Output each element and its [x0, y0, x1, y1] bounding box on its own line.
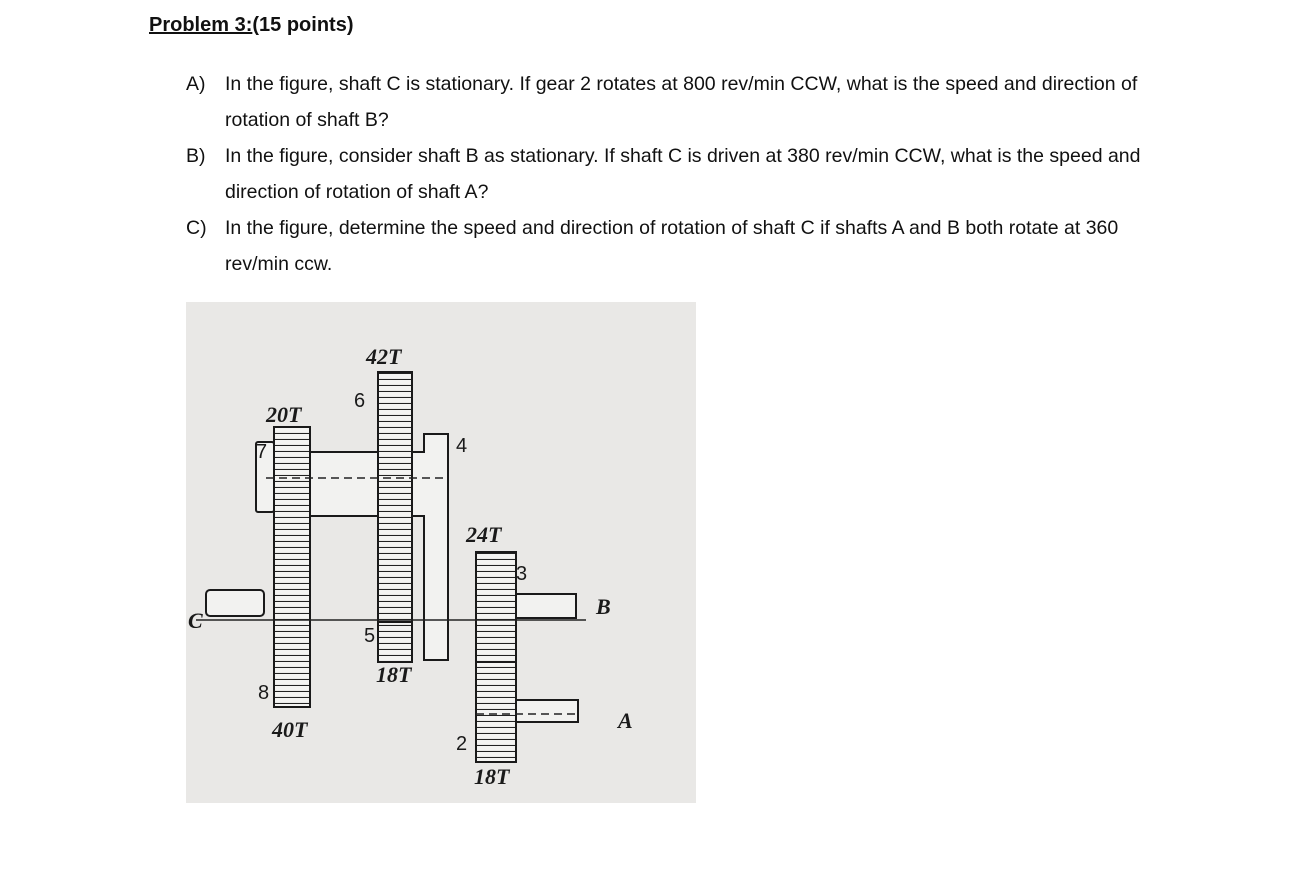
label-18t-gear2: 18T [474, 764, 510, 789]
label-42t: 42T [366, 344, 402, 369]
gear-number-6: 6 [354, 390, 366, 412]
problem-title-prefix: Problem 3: [149, 14, 253, 36]
question-text: In the figure, determine the speed and direction of rotation of shaft C if shafts A and B both rotate at 360 rev/min ccw. [225, 217, 1119, 275]
gear-train-figure [186, 302, 696, 803]
shaft-label-c: C [188, 608, 203, 633]
gear-5 [378, 622, 412, 662]
problem-title-points: (15 points) [252, 14, 354, 36]
gear-number-7: 7 [256, 441, 268, 463]
question-c [186, 210, 1166, 282]
gear-number-5: 5 [364, 625, 376, 647]
problem-title [149, 14, 353, 37]
label-24t: 24T [466, 522, 502, 547]
question-label: A) [186, 73, 206, 95]
label-18t-gear5: 18T [376, 662, 412, 687]
shaft-c [206, 590, 264, 616]
gear-number-4: 4 [456, 435, 468, 457]
gear-3 [476, 552, 516, 672]
label-40t: 40T [272, 717, 308, 742]
question-label: C) [186, 217, 207, 239]
gear-train-diagram [186, 302, 696, 803]
label-20t: 20T [266, 402, 302, 427]
question-label: B) [186, 145, 206, 167]
question-text: In the figure, shaft C is stationary. If gear 2 rotates at 800 rev/min CCW, what is the speed and direction of rotation of shaft B? [225, 73, 1138, 131]
gear-8 [274, 427, 310, 707]
question-list [186, 66, 1166, 282]
shaft-a [516, 700, 578, 722]
gear-number-2: 2 [456, 733, 468, 755]
shaft-label-a: A [618, 708, 633, 733]
gear-number-8: 8 [258, 682, 270, 704]
gear-number-3: 3 [516, 563, 528, 585]
gear-6 [378, 372, 412, 642]
shaft-label-b: B [596, 594, 611, 619]
question-b [186, 138, 1166, 210]
question-text: In the figure, consider shaft B as stationary. If shaft C is driven at 380 rev/min CCW, what is the speed and direction of rotation of shaft A? [225, 145, 1141, 203]
gear-2 [476, 662, 516, 762]
question-a [186, 66, 1166, 138]
